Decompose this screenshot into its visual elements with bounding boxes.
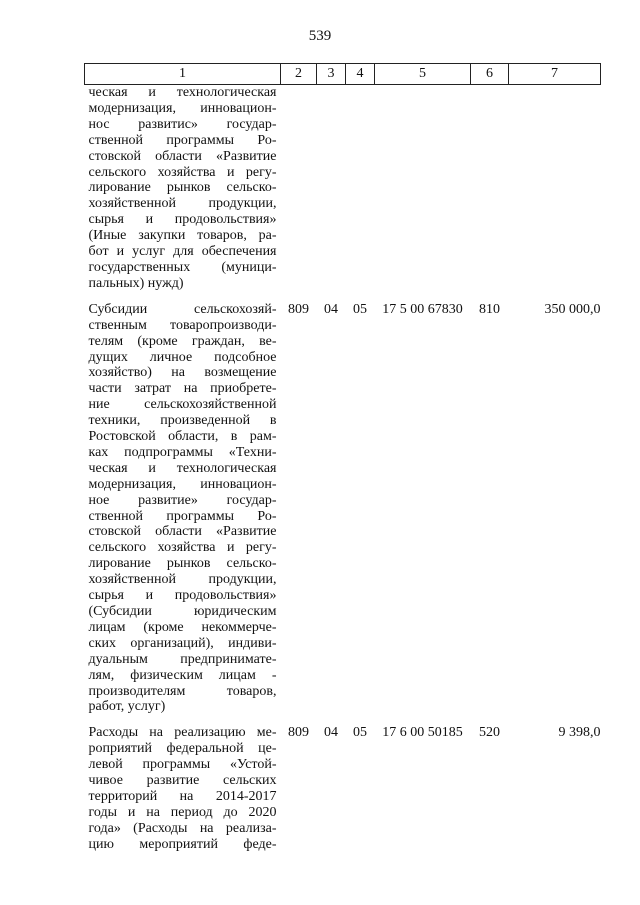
description-line: лирование рынков сельско- [88, 180, 277, 196]
table-row [85, 85, 601, 292]
cell-target-article: 17 6 00 50185 [382, 725, 463, 741]
cell-amount [509, 85, 601, 292]
description-line: бот и услуг для обеспечения [88, 244, 277, 260]
description-line: техники, произведенной в [88, 413, 277, 429]
description-line: хозяйственной продукции, [88, 572, 277, 588]
cell-section-code: 04 [324, 301, 338, 317]
description-line: ческая и технологическая [88, 460, 277, 476]
description-line: хозяйственной продукции, [88, 196, 277, 212]
description-line: дущих личное подсобное [88, 349, 277, 365]
header-col-1: 1 [85, 64, 281, 85]
description-line: государственных (муници- [88, 259, 277, 275]
cell-expense-type: 810 [479, 301, 500, 317]
description-line: лирование рынков сельско- [88, 556, 277, 572]
description-line: хозяйство) на возмещение [88, 365, 277, 381]
description-line: нос развитис» государ- [88, 116, 277, 132]
description-line: сельского хозяйства и регу- [88, 540, 277, 556]
description-line: ственной программы Ро- [88, 132, 277, 148]
description-line: ческая и технологическая [88, 85, 277, 100]
description-line: цию мероприятий феде- [88, 836, 277, 852]
description-line: чивое развитие сельских [88, 773, 277, 789]
description-line: стовской области «Развитие [88, 524, 277, 540]
cell-ministry-code [281, 85, 317, 292]
cell-target-article [375, 85, 471, 292]
row-description [85, 715, 281, 852]
header-col-4: 4 [346, 64, 375, 85]
description-line: модернизация, инновацион- [88, 476, 277, 492]
header-col-6: 6 [471, 64, 509, 85]
header-col-2: 2 [281, 64, 317, 85]
cell-expense-type [471, 85, 509, 292]
description-line: части затрат на приобрете- [88, 381, 277, 397]
description-line: (Иные закупки товаров, ра- [88, 228, 277, 244]
description-line: сырья и продовольствия» [88, 212, 277, 228]
description-line: левой программы «Устой- [88, 757, 277, 773]
description-line: сельского хозяйства и регу- [88, 164, 277, 180]
header-col-5: 5 [375, 64, 471, 85]
cell-section-code: 04 [324, 725, 338, 741]
budget-table [84, 63, 601, 853]
description-line: Субсидии сельскохозяй- [88, 301, 277, 317]
description-line: работ, услуг) [88, 699, 166, 715]
description-line: ственной программы Ро- [88, 508, 277, 524]
description-line: телям (кроме граждан, ве- [88, 333, 277, 349]
description-line: территорий на 2014-2017 [88, 788, 277, 804]
header-row [85, 64, 601, 85]
header-col-3: 3 [317, 64, 346, 85]
description-line: года» (Расходы на реализа- [88, 820, 277, 836]
cell-section-code [317, 85, 346, 292]
description-line: сырья и продовольствия» [88, 588, 277, 604]
cell-subsection-code: 05 [353, 301, 367, 317]
header-col-7: 7 [509, 64, 601, 85]
description-line: лям, физическим лицам - [88, 667, 277, 683]
description-line: роприятий федеральной це- [88, 741, 277, 757]
description-line: лицам (кроме некоммерче- [88, 619, 277, 635]
description-line: ние сельскохозяйственной [88, 397, 277, 413]
page-number: 539 [308, 28, 332, 44]
description-line: дуальным предпринимате- [88, 651, 277, 667]
cell-ministry-code: 809 [288, 725, 309, 741]
row-description [85, 85, 281, 292]
cell-amount: 9 398,0 [558, 725, 601, 741]
row-description [85, 292, 281, 716]
description-line: ное развитие» государ- [88, 492, 277, 508]
description-line: стовской области «Развитие [88, 148, 277, 164]
cell-expense-type: 520 [479, 725, 500, 741]
cell-ministry-code: 809 [288, 301, 309, 317]
cell-amount: 350 000,0 [544, 301, 601, 317]
description-line: модернизация, инновацион- [88, 100, 277, 116]
description-line: ских организаций), индиви- [88, 635, 277, 651]
table-row [85, 292, 601, 716]
cell-subsection-code [346, 85, 375, 292]
description-line: Расходы на реализацию ме- [88, 725, 277, 741]
cell-subsection-code: 05 [353, 725, 367, 741]
description-line: ках подпрограммы «Техни- [88, 444, 277, 460]
description-line: пальных) нужд) [88, 275, 184, 291]
cell-target-article: 17 5 00 67830 [382, 301, 463, 317]
description-line: годы и на период до 2020 [88, 804, 277, 820]
description-line: производителям товаров, [88, 683, 277, 699]
description-line: ственным товаропроизводи- [88, 317, 277, 333]
table-row [85, 715, 601, 852]
description-line: Ростовской области, в рам- [88, 429, 277, 445]
description-line: (Субсидии юридическим [88, 604, 277, 619]
